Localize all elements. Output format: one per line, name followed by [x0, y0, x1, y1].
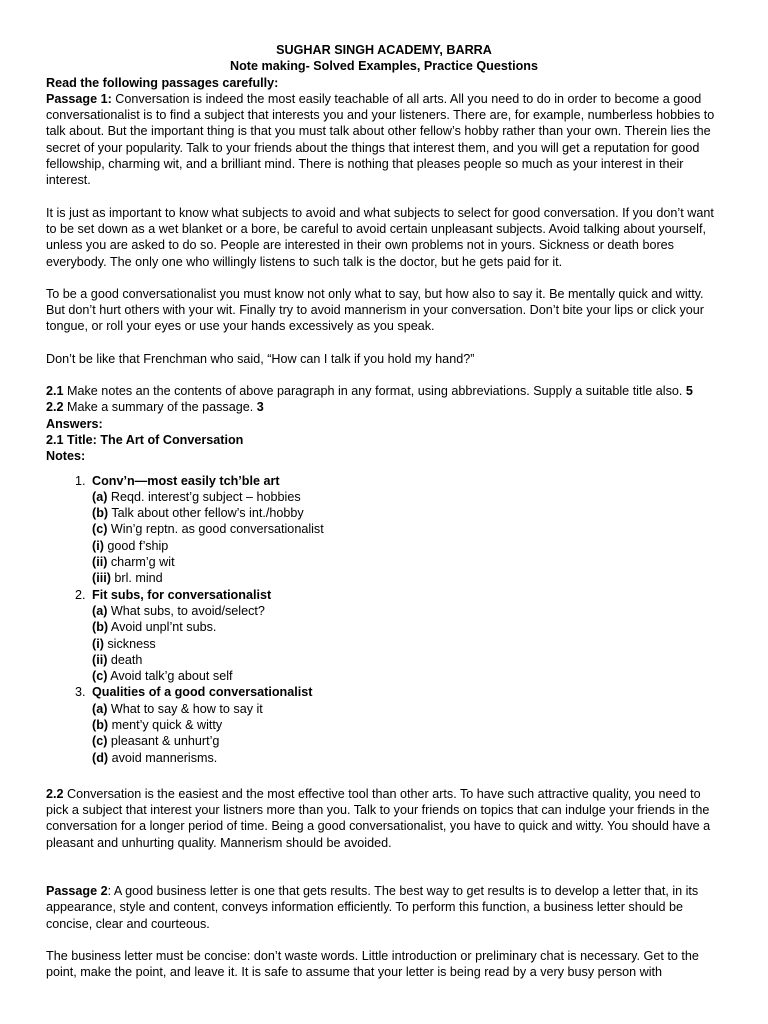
- note-item: (iii) brl. mind: [92, 571, 163, 586]
- note-section-1: 1. Conv’n—most easily tch’ble art (a) Reqd. interest’g subject – hobbies (b) Talk about other fellow’s int./hobby (c) Win’g reptn. as good conversationalist (i) good f’ship (ii) charm’g wit (iii) brl. mind: [89, 473, 722, 587]
- note-section-3: 3. Qualities of a good conversationalist (a) What to say & how to say it (b) ment’y quick & witty (c) pleasant & unhurt’g (d) avoid mannerisms.: [89, 684, 722, 765]
- passage2-paragraph-1: Passage 2: A good business letter is one that gets results. The best way to get results is to develop a letter that, in its appearance, style and content, conveys information efficiently. To perform this function, a business letter should be concise, clear and courteous.: [46, 884, 699, 931]
- passage1-paragraph-2: It is just as important to know what subjects to avoid and what subjects to select for good conversation. If you don’t want to be set down as a wet blanket or a bore, be careful to avoid certain unpleasant subjects. Avoid talking about yourself, unless you are asked to do so. People are interested in their own problems not in yours. Sickness or death bores everybody. The only one who willingly listens to such talk is the doctor, but he gets paid for it.: [46, 205, 714, 269]
- note-item: (c) Win’g reptn. as good conversationalist: [92, 522, 324, 537]
- note-item: (a) What to say & how to say it: [92, 701, 263, 716]
- note-item: (b) Avoid unpl’nt subs.: [92, 620, 217, 635]
- passage1-paragraph-1: Passage 1: Conversation is indeed the most easily teachable of all arts. All you need to do in order to become a good conversationalist is to find a subject that interests you and your listeners. There are, for example, numberless hobbies to talk about. But the important thing is that you must talk about other fellow’s hobby rather than your own. Therein lies the secret of your popularity. Talk to your friends about the things that interest them, and you will get a reputation for good fellowship, charming wit, and a brilliant mind. There is nothing that pleases people so much as your interest in their interest.: [46, 91, 715, 188]
- note-item: (b) Talk about other fellow’s int./hobby: [92, 506, 304, 521]
- note-item: (a) What subs, to avoid/select?: [92, 603, 265, 618]
- note-item: (ii) death: [92, 652, 143, 667]
- passage1-paragraph-3: To be a good conversationalist you must know not only what to say, but how also to say it. Be mentally quick and witty. But don’t hurt others with your wit. Finally try to avoid mannerism in your conversation. Don’t bite your lips or click your tongue, or roll your eyes or use your hands excessively as you speak.: [46, 286, 704, 334]
- note-item: (a) Reqd. interest’g subject – hobbies: [92, 489, 301, 504]
- summary-answer: 2.2 Conversation is the easiest and the most effective tool than other arts. To have such attractive quality, you need to pick a subject that interest your listners more than you. Talk to your friends on topics that can indulge your friends in the conversation for a longer period of time. Being a good conversationalist, you have to quick and witty. You should have a pleasant and unhurting quality. Mannerism should be avoided.: [46, 786, 711, 850]
- question-2-2: 2.2 Make a summary of the passage. 3: [46, 400, 264, 415]
- note-item: (d) avoid mannerisms.: [92, 750, 218, 765]
- question-2-1: 2.1 Make notes an the contents of above paragraph in any format, using abbreviations. Supply a suitable title also. 5: [46, 384, 693, 399]
- passage2-label: Passage 2: [46, 884, 108, 899]
- school-name: SUGHAR SINGH ACADEMY, BARRA: [276, 43, 492, 57]
- note-item: (c) Avoid talk’g about self: [92, 669, 233, 684]
- note-item: (c) pleasant & unhurt’g: [92, 734, 220, 749]
- notes-list: [46, 473, 722, 766]
- note-item: (i) good f’ship: [92, 538, 169, 553]
- note-item: (b) ment’y quick & witty: [92, 717, 223, 732]
- passage1-paragraph-4: Don’t be like that Frenchman who said, “How can I talk if you hold my hand?”: [46, 351, 475, 366]
- answer-title: 2.1 Title: The Art of Conversation: [46, 432, 244, 447]
- note-section-2: 2. Fit subs, for conversationalist (a) What subs, to avoid/select? (b) Avoid unpl’nt subs. (i) sickness (ii) death (c) Avoid talk’g about self: [89, 587, 722, 685]
- note-item: (ii) charm’g wit: [92, 555, 175, 570]
- document-subtitle: Note making- Solved Examples, Practice Questions: [230, 59, 538, 74]
- instruction: Read the following passages carefully:: [46, 75, 279, 90]
- answers-heading: Answers:: [46, 416, 103, 431]
- note-item: (i) sickness: [92, 636, 156, 651]
- passage2-paragraph-2: The business letter must be concise: don’t waste words. Little introduction or preliminary chat is necessary. Get to the point, make the point, and leave it. It is safe to assume that your letter is being read by a very busy person with: [46, 948, 699, 980]
- notes-label: Notes:: [46, 449, 86, 464]
- passage1-label: Passage 1:: [46, 91, 112, 106]
